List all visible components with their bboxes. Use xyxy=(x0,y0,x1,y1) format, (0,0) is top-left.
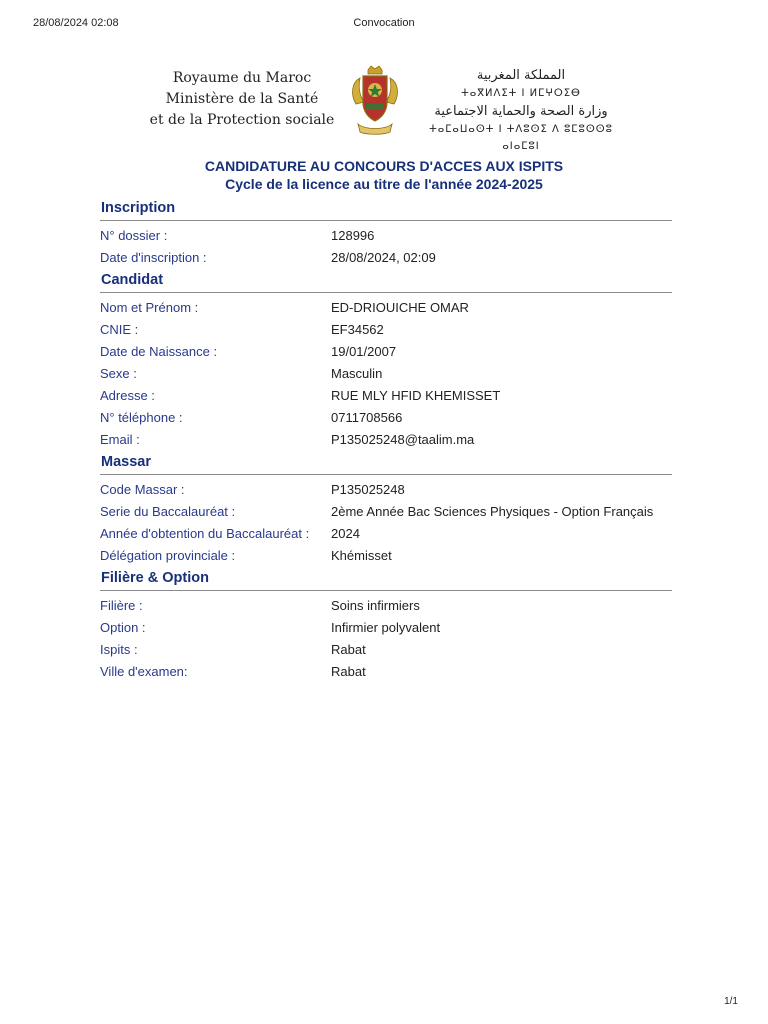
fr-line-kingdom: Royaume du Maroc xyxy=(172,70,312,86)
field-label: Adresse : xyxy=(100,388,155,403)
section-title: Filière & Option xyxy=(100,567,672,591)
field-label: Date d'inscription : xyxy=(100,250,207,265)
print-date: 28/08/2024 02:08 xyxy=(33,17,119,29)
field-value: Rabat xyxy=(331,664,366,679)
fr-line-protection: et de la Protection sociale xyxy=(149,112,335,128)
field-label: Date de Naissance : xyxy=(100,344,218,359)
field-value: 128996 xyxy=(331,228,375,243)
field-row xyxy=(100,407,672,429)
ar-line-ministry: وزارة الصحة والحماية الاجتماعية xyxy=(434,104,608,119)
section-inscription xyxy=(100,197,672,269)
field-value: P135025248 xyxy=(331,482,405,497)
section-title: Inscription xyxy=(100,197,672,221)
field-row xyxy=(100,297,672,319)
field-value: P135025248@taalim.ma xyxy=(331,432,475,447)
field-value: 2024 xyxy=(331,526,360,541)
field-value: Masculin xyxy=(331,366,383,381)
field-row xyxy=(100,225,672,247)
field-label: Sexe : xyxy=(100,366,137,381)
field-label: Email : xyxy=(100,432,140,447)
field-row xyxy=(100,385,672,407)
section-title: Massar xyxy=(100,451,672,475)
field-row xyxy=(100,341,672,363)
field-row xyxy=(100,319,672,341)
field-label: N° téléphone : xyxy=(100,410,183,425)
field-value: 28/08/2024, 02:09 xyxy=(331,250,436,265)
field-label: Serie du Baccalauréat : xyxy=(100,504,236,519)
section-title: Candidat xyxy=(100,269,672,293)
field-row xyxy=(100,545,672,567)
field-label: Ville d'examen: xyxy=(100,664,188,679)
field-value: Soins infirmiers xyxy=(331,598,420,613)
document-title xyxy=(0,157,768,193)
section-massar xyxy=(100,451,672,567)
field-row xyxy=(100,479,672,501)
print-title: Convocation xyxy=(353,17,415,29)
field-label: Ispits : xyxy=(100,642,138,657)
ministry-header xyxy=(0,62,768,152)
field-value: Infirmier polyvalent xyxy=(331,620,441,635)
field-row xyxy=(100,595,672,617)
ar-line-kingdom: المملكة المغربية xyxy=(476,68,566,83)
field-row xyxy=(100,429,672,451)
field-value: ED-DRIOUICHE OMAR xyxy=(331,300,469,315)
title-line-1: CANDIDATURE AU CONCOURS D'ACCES AUX ISPITS xyxy=(204,158,564,174)
ministry-name-french xyxy=(136,68,348,131)
field-value: RUE MLY HFID KHEMISSET xyxy=(331,388,501,403)
application-details xyxy=(100,197,672,683)
field-value: 2ème Année Bac Sciences Physiques - Option Français xyxy=(331,504,654,519)
field-value: Khémisset xyxy=(331,548,392,563)
field-label: Code Massar : xyxy=(100,482,185,497)
fr-line-ministry: Ministère de la Santé xyxy=(165,91,319,107)
field-label: Année d'obtention du Baccalauréat : xyxy=(100,526,310,541)
tifinagh-line-ministry: ⵜⴰⵎⴰⵡⴰⵙⵜ ⵏ ⵜⴷⵓⵙⵉ ⴷ ⵓⵎⵓⵙⵙⵓ ⴰⵏⴰⵎⵓⵏ xyxy=(429,124,613,152)
section-filiere-option xyxy=(100,567,672,683)
field-row xyxy=(100,639,672,661)
field-row xyxy=(100,523,672,545)
page-number: 1/1 xyxy=(724,996,738,1007)
field-label: Délégation provinciale : xyxy=(100,548,236,563)
field-row xyxy=(100,501,672,523)
section-candidat xyxy=(100,269,672,451)
title-line-2: Cycle de la licence au titre de l'année 2024-2025 xyxy=(225,176,543,192)
coat-of-arms-icon xyxy=(348,64,402,136)
field-value: Rabat xyxy=(331,642,366,657)
field-label: CNIE : xyxy=(100,322,139,337)
field-value: 0711708566 xyxy=(331,410,403,425)
field-row xyxy=(100,247,672,269)
field-value: EF34562 xyxy=(331,322,384,337)
ministry-name-arabic xyxy=(410,66,632,155)
field-label: N° dossier : xyxy=(100,228,168,243)
field-label: Filière : xyxy=(100,598,143,613)
field-label: Option : xyxy=(100,620,146,635)
tifinagh-line-kingdom: ⵜⴰⴳⵍⴷⵉⵜ ⵏ ⵍⵎⵖⵔⵉⴱ xyxy=(461,88,581,99)
field-row xyxy=(100,617,672,639)
field-row xyxy=(100,363,672,385)
field-row xyxy=(100,661,672,683)
field-label: Nom et Prénom : xyxy=(100,300,199,315)
field-value: 19/01/2007 xyxy=(331,344,397,359)
